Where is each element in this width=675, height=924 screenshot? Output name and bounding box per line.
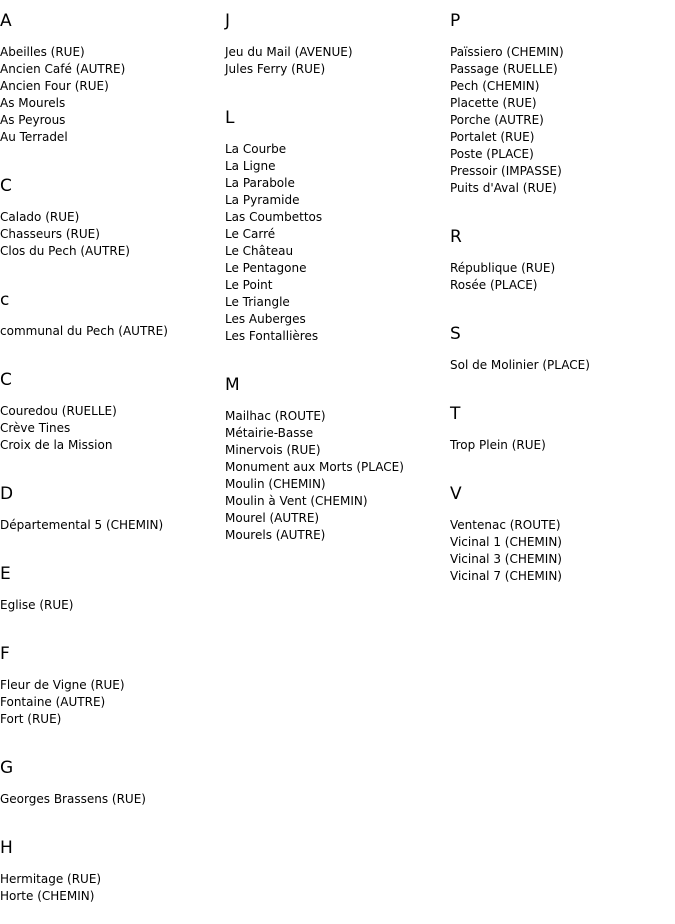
letter-group [0,279,225,340]
street-entry[interactable]: Crève Tines [0,421,71,435]
letter-heading: J [225,11,231,31]
letter-group [0,359,225,454]
letter-group [450,473,675,585]
street-entry[interactable]: Couredou (RUELLE) [0,404,117,418]
street-entry[interactable]: Mourel (AUTRE) [225,511,320,525]
street-entry[interactable]: Moulin à Vent (CHEMIN) [225,494,368,508]
letter-group [225,364,450,544]
letter-heading: E [0,564,11,584]
street-entry[interactable]: Sol de Molinier (PLACE) [450,358,590,372]
street-entry[interactable]: Métairie-Basse [225,426,314,440]
letter-heading: T [450,404,461,424]
street-entry[interactable]: Moulin (CHEMIN) [225,477,326,491]
street-entry[interactable]: Fleur de Vigne (RUE) [0,678,125,692]
street-list [0,323,225,340]
letter-group [450,313,675,374]
street-entry[interactable]: Le Carré [225,227,276,241]
street-list [450,437,675,454]
letter-heading: V [450,484,462,504]
letter-group [450,393,675,454]
street-entry[interactable]: communal du Pech (AUTRE) [0,324,168,338]
street-list [225,44,450,78]
street-list [450,517,675,585]
street-list [0,517,225,534]
letter-heading: D [0,484,14,504]
street-list [0,677,225,728]
street-entry[interactable]: Les Auberges [225,312,306,326]
letter-heading: R [450,227,462,247]
letter-group [0,553,225,614]
street-entry[interactable]: Ancien Café (AUTRE) [0,62,126,76]
street-entry[interactable]: Croix de la Mission [0,438,113,452]
street-list [0,871,225,905]
letter-group [0,827,225,905]
street-entry[interactable]: Départemental 5 (CHEMIN) [0,518,164,532]
street-entry[interactable]: Fontaine (AUTRE) [0,695,106,709]
letter-group [450,0,675,197]
letter-heading: C [0,176,12,196]
street-list [225,408,450,544]
street-entry[interactable]: Mourels (AUTRE) [225,528,326,542]
street-entry[interactable]: Porche (AUTRE) [450,113,544,127]
street-entry[interactable]: La Pyramide [225,193,300,207]
street-entry[interactable]: Rosée (PLACE) [450,278,538,292]
street-entry[interactable]: Le Point [225,278,273,292]
letter-heading: F [0,644,10,664]
street-entry[interactable]: As Mourels [0,96,66,110]
letter-heading: M [225,375,240,395]
letter-group [225,0,450,78]
street-entry[interactable]: Las Coumbettos [225,210,323,224]
street-entry[interactable]: Au Terradel [0,130,68,144]
street-entry[interactable]: Jeu du Mail (AVENUE) [225,45,353,59]
letter-heading: H [0,838,13,858]
street-entry[interactable]: Mailhac (ROUTE) [225,409,326,423]
street-entry[interactable]: Vicinal 3 (CHEMIN) [450,552,562,566]
street-entry[interactable]: Chasseurs (RUE) [0,227,100,241]
letter-group [0,0,225,146]
letter-group [225,97,450,345]
street-entry[interactable]: As Peyrous [0,113,66,127]
street-list [0,209,225,260]
street-entry[interactable]: Ancien Four (RUE) [0,79,109,93]
street-entry[interactable]: Jules Ferry (RUE) [225,62,326,76]
street-entry[interactable]: Monument aux Morts (PLACE) [225,460,404,474]
street-entry[interactable]: Horte (CHEMIN) [0,889,95,903]
street-entry[interactable]: Eglise (RUE) [0,598,74,612]
street-index-column-1 [0,0,225,924]
street-entry[interactable]: Portalet (RUE) [450,130,535,144]
street-index-column-3 [450,0,675,604]
letter-group [0,633,225,728]
street-entry[interactable]: Calado (RUE) [0,210,80,224]
street-entry[interactable]: Hermitage (RUE) [0,872,102,886]
street-entry[interactable]: La Courbe [225,142,287,156]
street-index-column-2 [225,0,450,563]
letter-heading: P [450,11,461,31]
street-list [0,597,225,614]
street-entry[interactable]: Fort (RUE) [0,712,62,726]
street-entry[interactable]: Le Triangle [225,295,290,309]
street-entry[interactable]: Vicinal 1 (CHEMIN) [450,535,562,549]
street-entry[interactable]: Placette (RUE) [450,96,537,110]
street-entry[interactable]: Poste (PLACE) [450,147,534,161]
street-list [225,141,450,345]
letter-heading: L [225,108,235,128]
street-entry[interactable]: Minervois (RUE) [225,443,321,457]
street-entry[interactable]: République (RUE) [450,261,556,275]
street-entry[interactable]: Pech (CHEMIN) [450,79,540,93]
street-entry[interactable]: Païssiero (CHEMIN) [450,45,564,59]
street-list [0,791,225,808]
letter-heading: C [0,370,12,390]
street-entry[interactable]: Ventenac (ROUTE) [450,518,561,532]
letter-heading: G [0,758,14,778]
letter-heading: c [0,290,10,310]
street-list [0,44,225,146]
street-entry[interactable]: La Parabole [225,176,295,190]
street-list [450,260,675,294]
street-entry[interactable]: Puits d'Aval (RUE) [450,181,557,195]
street-entry[interactable]: Le Pentagone [225,261,307,275]
street-entry[interactable]: Passage (RUELLE) [450,62,558,76]
street-entry[interactable]: Vicinal 7 (CHEMIN) [450,569,562,583]
street-list [450,357,675,374]
street-entry[interactable]: Georges Brassens (RUE) [0,792,146,806]
street-entry[interactable]: Abeilles (RUE) [0,45,85,59]
street-entry[interactable]: Clos du Pech (AUTRE) [0,244,130,258]
letter-group [450,216,675,294]
letter-group [0,473,225,534]
letter-group [0,165,225,260]
street-entry[interactable]: Pressoir (IMPASSE) [450,164,562,178]
letter-heading: A [0,11,12,31]
street-entry[interactable]: Les Fontallières [225,329,319,343]
street-entry[interactable]: Le Château [225,244,294,258]
letter-group [0,747,225,808]
street-list [0,403,225,454]
street-entry[interactable]: Trop Plein (RUE) [450,438,546,452]
street-list [450,44,675,197]
letter-heading: S [450,324,461,344]
street-entry[interactable]: La Ligne [225,159,276,173]
